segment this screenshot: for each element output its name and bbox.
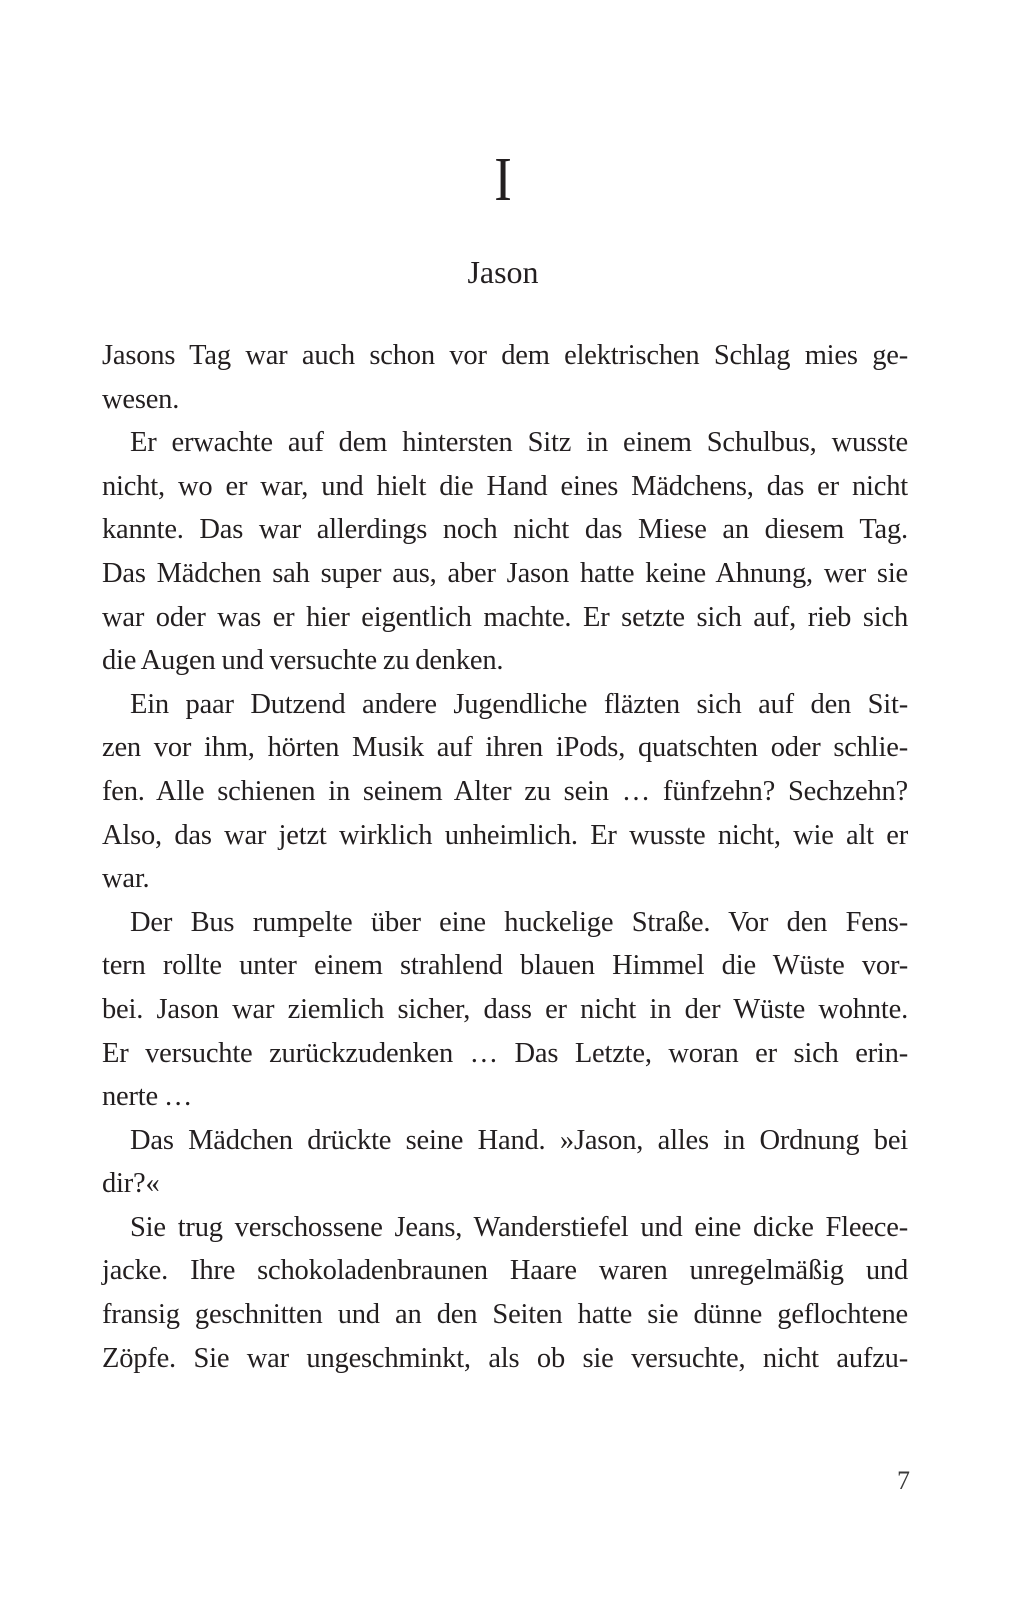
text-line: Das Mädchen sah super aus, aber Jason hatte keine Ahnung, wer sie [102, 557, 908, 589]
text-line: bei. Jason war ziemlich sicher, dass er nicht in der Wüste wohnte. [102, 993, 908, 1025]
text-line: kannte. Das war allerdings noch nicht das Miese an diesem Tag. [102, 514, 908, 546]
paragraph [102, 421, 908, 683]
text-line: Also, das war jetzt wirklich unheimlich. Er wusste nicht, wie alt er [102, 819, 908, 851]
body-text [102, 334, 908, 1380]
paragraph [102, 1206, 908, 1380]
paragraph [102, 901, 908, 1119]
text-line: war. [102, 863, 150, 895]
text-line: war oder was er hier eigentlich machte. Er setzte sich auf, rieb sich [102, 601, 908, 633]
paragraph [102, 683, 908, 901]
text-line: tern rollte unter einem strahlend blauen Himmel die Wüste vor- [102, 950, 908, 982]
chapter-title: Jason [467, 254, 539, 290]
text-line: wesen. [102, 383, 180, 415]
text-line: nicht, wo er war, und hielt die Hand eines Mädchens, das er nicht [102, 470, 908, 502]
paragraph [102, 334, 908, 421]
text-line: Sie trug verschossene Jeans, Wanderstiefel und eine dicke Fleece- [130, 1211, 908, 1243]
text-line: Zöpfe. Sie war ungeschminkt, als ob sie versuchte, nicht aufzu- [102, 1342, 908, 1374]
text-line: fen. Alle schienen in seinem Alter zu sein … fünfzehn? Sechzehn? [102, 775, 908, 807]
text-line: Das Mädchen drückte seine Hand. »Jason, alles in Ordnung bei [130, 1124, 908, 1156]
text-line: Er erwachte auf dem hintersten Sitz in einem Schulbus, wusste [130, 427, 908, 459]
text-line: zen vor ihm, hörten Musik auf ihren iPods, quatschten oder schlie- [102, 732, 908, 764]
text-line: nerte … [102, 1081, 193, 1113]
text-line: die Augen und versuchte zu denken. [102, 645, 504, 677]
text-line: jacke. Ihre schokoladenbraunen Haare waren unregelmäßig und [102, 1255, 908, 1287]
text-line: Der Bus rumpelte über eine huckelige Straße. Vor den Fens- [130, 906, 908, 938]
chapter-number: I [494, 146, 512, 214]
text-line: Jasons Tag war auch schon vor dem elektrischen Schlag mies ge- [102, 340, 908, 371]
text-line: fransig geschnitten und an den Seiten hatte sie dünne geflochtene [102, 1299, 908, 1331]
text-line: dir?« [102, 1168, 160, 1200]
text-line: Er versuchte zurückzudenken … Das Letzte, woran er sich erin- [102, 1037, 908, 1069]
page-number: 7 [897, 1466, 910, 1495]
text-line: Ein paar Dutzend andere Jugendliche fläzten sich auf den Sit- [130, 688, 908, 720]
paragraph [102, 1119, 908, 1206]
